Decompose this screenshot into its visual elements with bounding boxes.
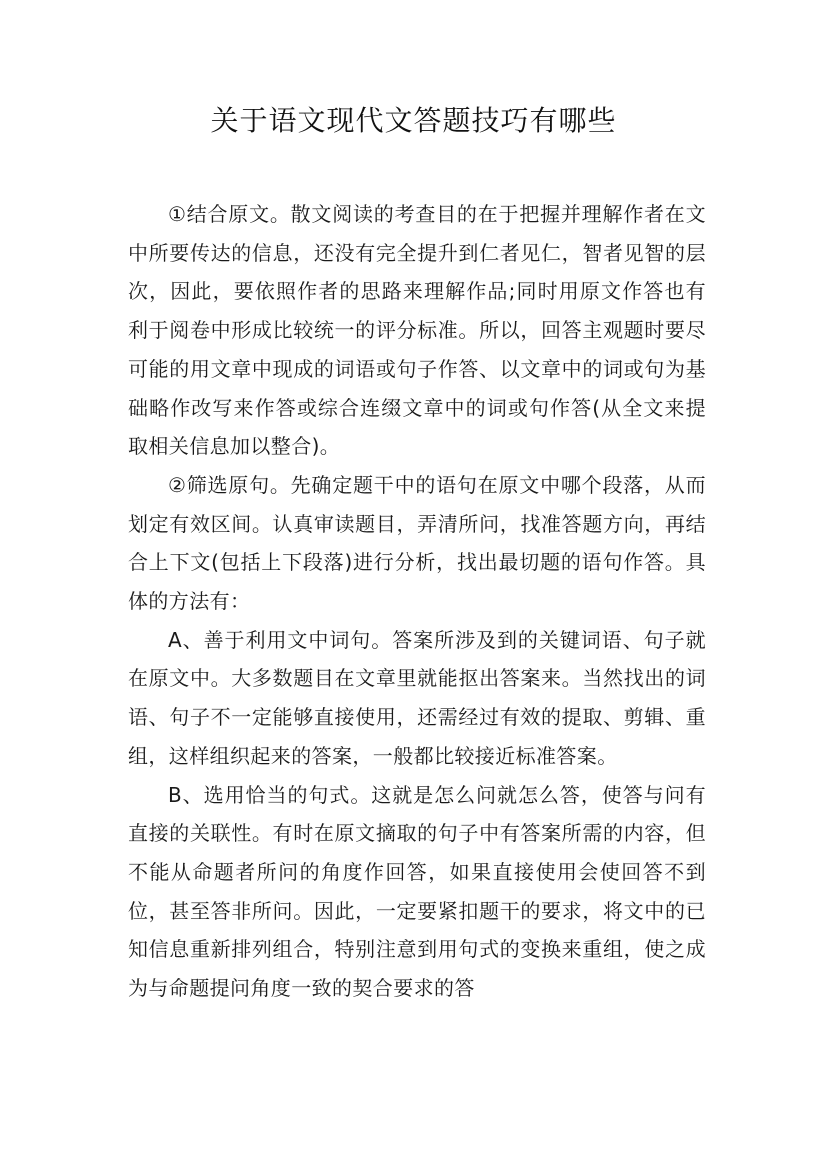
document-body — [128, 195, 706, 1008]
paragraph-method-b: B、选用恰当的句式。这就是怎么问就怎么答，使答与问有直接的关联性。有时在原文摘取的句子中有答案所需的内容，但不能从命题者所问的角度作回答，如果直接使用会使回答不到位，甚至答非所问。因此，一定要紧扣题干的要求，将文中的已知信息重新排列组合，特别注意到用句式的变换来重组，使之成为与命题提问角度一致的契合要求的答 — [128, 782, 706, 1001]
paragraph-combine-original: ①结合原文。散文阅读的考查目的在于把握并理解作者在文中所要传达的信息，还没有完全提升到仁者见仁，智者见智的层次，因此，要依照作者的思路来理解作品;同时用原文作答也有利于阅卷中形成比较统一的评分标准。所以，回答主观题时要尽可能的用文章中现成的词语或句子作答、以文章中的词或句为基础略作改写来作答或综合连缀文章中的词或句作答(从全文来提取相关信息加以整合)。 — [128, 202, 706, 459]
paragraph-method-a: A、善于利用文中词句。答案所涉及到的关键词语、句子就在原文中。大多数题目在文章里就能抠出答案来。当然找出的词语、句子不一定能够直接使用，还需经过有效的提取、剪辑、重组，这样组织起来的答案，一般都比较接近标准答案。 — [128, 627, 706, 768]
paragraph-filter-sentences: ②筛选原句。先确定题干中的语句在原文中哪个段落，从而划定有效区间。认真审读题目，弄清所问，找准答题方向，再结合上下文(包括上下段落)进行分析，找出最切题的语句作答。具体的方法有： — [128, 472, 706, 614]
document-title: 关于语文现代文答题技巧有哪些 — [210, 104, 617, 137]
